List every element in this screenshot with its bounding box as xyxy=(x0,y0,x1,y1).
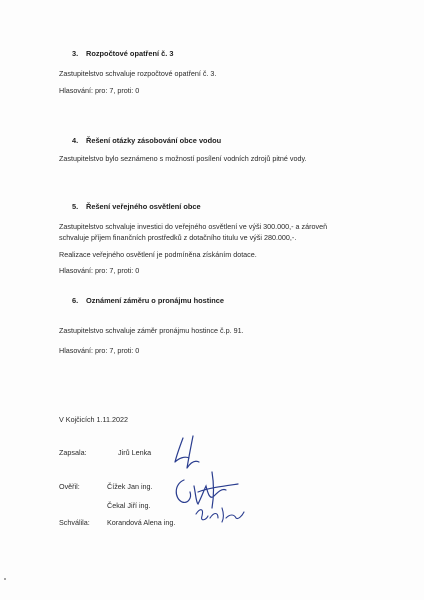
section-6-text: Zastupitelstvo schvaluje záměr pronájmu hostince č.p. 91. xyxy=(59,326,244,335)
section-6-title: Oznámení záměru o pronájmu hostince xyxy=(86,296,224,305)
section-5-text-line-3: Realizace veřejného osvětlení je podmíněna získáním dotace. xyxy=(59,250,257,259)
section-5-vote: Hlasování: pro: 7, proti: 0 xyxy=(59,266,140,275)
zapsala-name: Jirů Lenka xyxy=(118,448,152,457)
section-6-vote: Hlasování: pro: 7, proti: 0 xyxy=(59,346,140,355)
section-5-text-line-2: schvaluje příjem finančních prostředků z dotačního titulu ve výši 280.000,-. xyxy=(59,233,297,242)
overil-label: Ověřil: xyxy=(59,482,80,491)
section-5-number: 5. xyxy=(72,202,79,211)
section-3-text: Zastupitelstvo schvaluje rozpočtové opatření č. 3. xyxy=(59,69,217,78)
section-3-number: 3. xyxy=(72,49,79,58)
section-4-text: Zastupitelstvo bylo seznámeno s možností posílení vodních zdrojů pitné vody. xyxy=(59,154,307,163)
section-4-title: Řešení otázky zásobování obce vodou xyxy=(86,136,222,145)
zapsala-label: Zapsala: xyxy=(59,448,87,457)
overil-name-1: Čížek Jan ing. xyxy=(107,482,153,491)
section-3-vote: Hlasování: pro: 7, proti: 0 xyxy=(59,86,140,95)
signature-schvalila xyxy=(192,500,248,528)
schvalila-label: Schválila: xyxy=(59,518,90,527)
section-5-title: Řešení veřejného osvětlení obce xyxy=(86,202,201,211)
section-4-number: 4. xyxy=(72,136,79,145)
place-date: V Kojčicích 1.11.2022 xyxy=(59,415,128,424)
section-3-title: Rozpočtové opatření č. 3 xyxy=(86,49,174,58)
scan-speck xyxy=(4,578,6,580)
section-6-number: 6. xyxy=(72,296,79,305)
overil-name-2: Čekal Jiří ing. xyxy=(107,501,151,510)
schvalila-name: Korandová Alena ing. xyxy=(107,518,176,527)
section-5-text-line-1: Zastupitelstvo schvaluje investici do veřejného osvětlení ve výši 300.000,- a zároveň xyxy=(59,222,328,231)
